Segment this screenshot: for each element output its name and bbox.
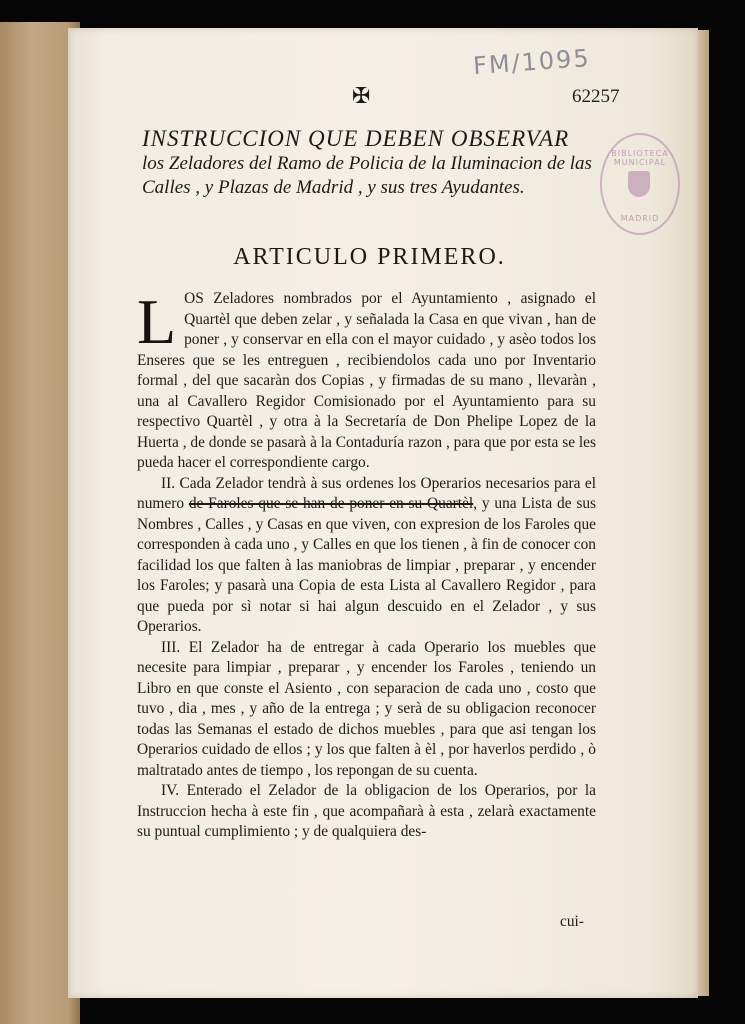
- struck-through-text: de Faroles que se han de poner en su Quartèl: [188, 495, 474, 512]
- stamp-bottom-text: MADRID: [620, 214, 660, 223]
- paragraph-2-start: II. Cada Zelador tendrà à sus ordenes los Operarios necesarios para el numero: [137, 474, 596, 512]
- library-stamp: [600, 133, 680, 235]
- paragraph-3: III. El Zelador ha de entregar à cada Operario los muebles que necesite para limpiar , preparar , y encender los Faroles , teniendo un Libro en que conste el Asiento , con separacion de cada uno , costo que tuvo , dia , mes , y año de la entrega ; y serà de su obligacion reconocer todas las Semanas el estado de dichos muebles , para que asi tengan los Operarios cuidado de ellos ; y los que falten à èl , por haverlos perdido , ò maltratado antes de tiempo , los repongan de su cuenta.: [137, 638, 596, 779]
- stamp-top-text: BIBLIOTECA MUNICIPAL: [611, 149, 669, 167]
- paragraph-2: [137, 474, 596, 638]
- paragraph-4: IV. Enterado el Zelador de la obligacion de los Operarios, por la Instruccion hecha à este fin , que acompañarà à esta , zelarà exactamente su puntual cumplimiento ; y de qualquiera des-: [137, 782, 596, 840]
- paragraph-2-end: , y una Lista de sus Nombres , Calles , y Casas en que viven, con expresion de los Faroles que corresponden à cada uno , y Calles en que los tienen , à fin de conocer con facilidad los que falten à las maniobras de limpiar , preparar , y encender los Faroles; y pasarà una Copia de esta Lista al Cavallero Regidor , para que pueda por sì notar si hai algun descuido en el Zelador , y sus Operarios.: [137, 495, 597, 635]
- catchword: cui-: [560, 913, 584, 930]
- reference-number: 62257: [572, 86, 620, 107]
- paragraph-1: [137, 286, 596, 474]
- document-title: [142, 124, 597, 200]
- body-text: [137, 286, 597, 843]
- drop-cap: L: [137, 286, 177, 357]
- title-rest: los Zeladores del Ramo de Policia de la Iluminacion de las Calles , y Plazas de Madrid , y sus tres Ayudantes.: [142, 153, 592, 198]
- article-heading: ARTICULO PRIMERO.: [233, 244, 506, 270]
- coat-of-arms-icon: [628, 171, 650, 197]
- cross-ornament-icon: ✠: [352, 84, 371, 109]
- paragraph-1-text: OS Zeladores nombrados por el Ayuntamiento , asignado el Quartèl que deben zelar , y señalada la Casa en que vivan , han de poner , y conservar en ella con el mayor cuidado , y asèo todos los Enseres que se les entreguen , recibiendolos cada uno por Inventario formal , del que sacaràn dos Copias , y firmadas de su mano , llevaràn , una al Cavallero Regidor Comisionado por el Ayuntamiento para su respectivo Quartèl , y otra à la Secretaría de Don Phelipe Lopez de la Huerta , de donde se pasarà à la Contaduría razon , para que por esta se les pueda hacer el correspondiente cargo.: [137, 290, 596, 471]
- title-caps: INSTRUCCION QUE DEBEN OBSERVAR: [142, 126, 570, 151]
- archive-code: FM/1095: [472, 43, 592, 81]
